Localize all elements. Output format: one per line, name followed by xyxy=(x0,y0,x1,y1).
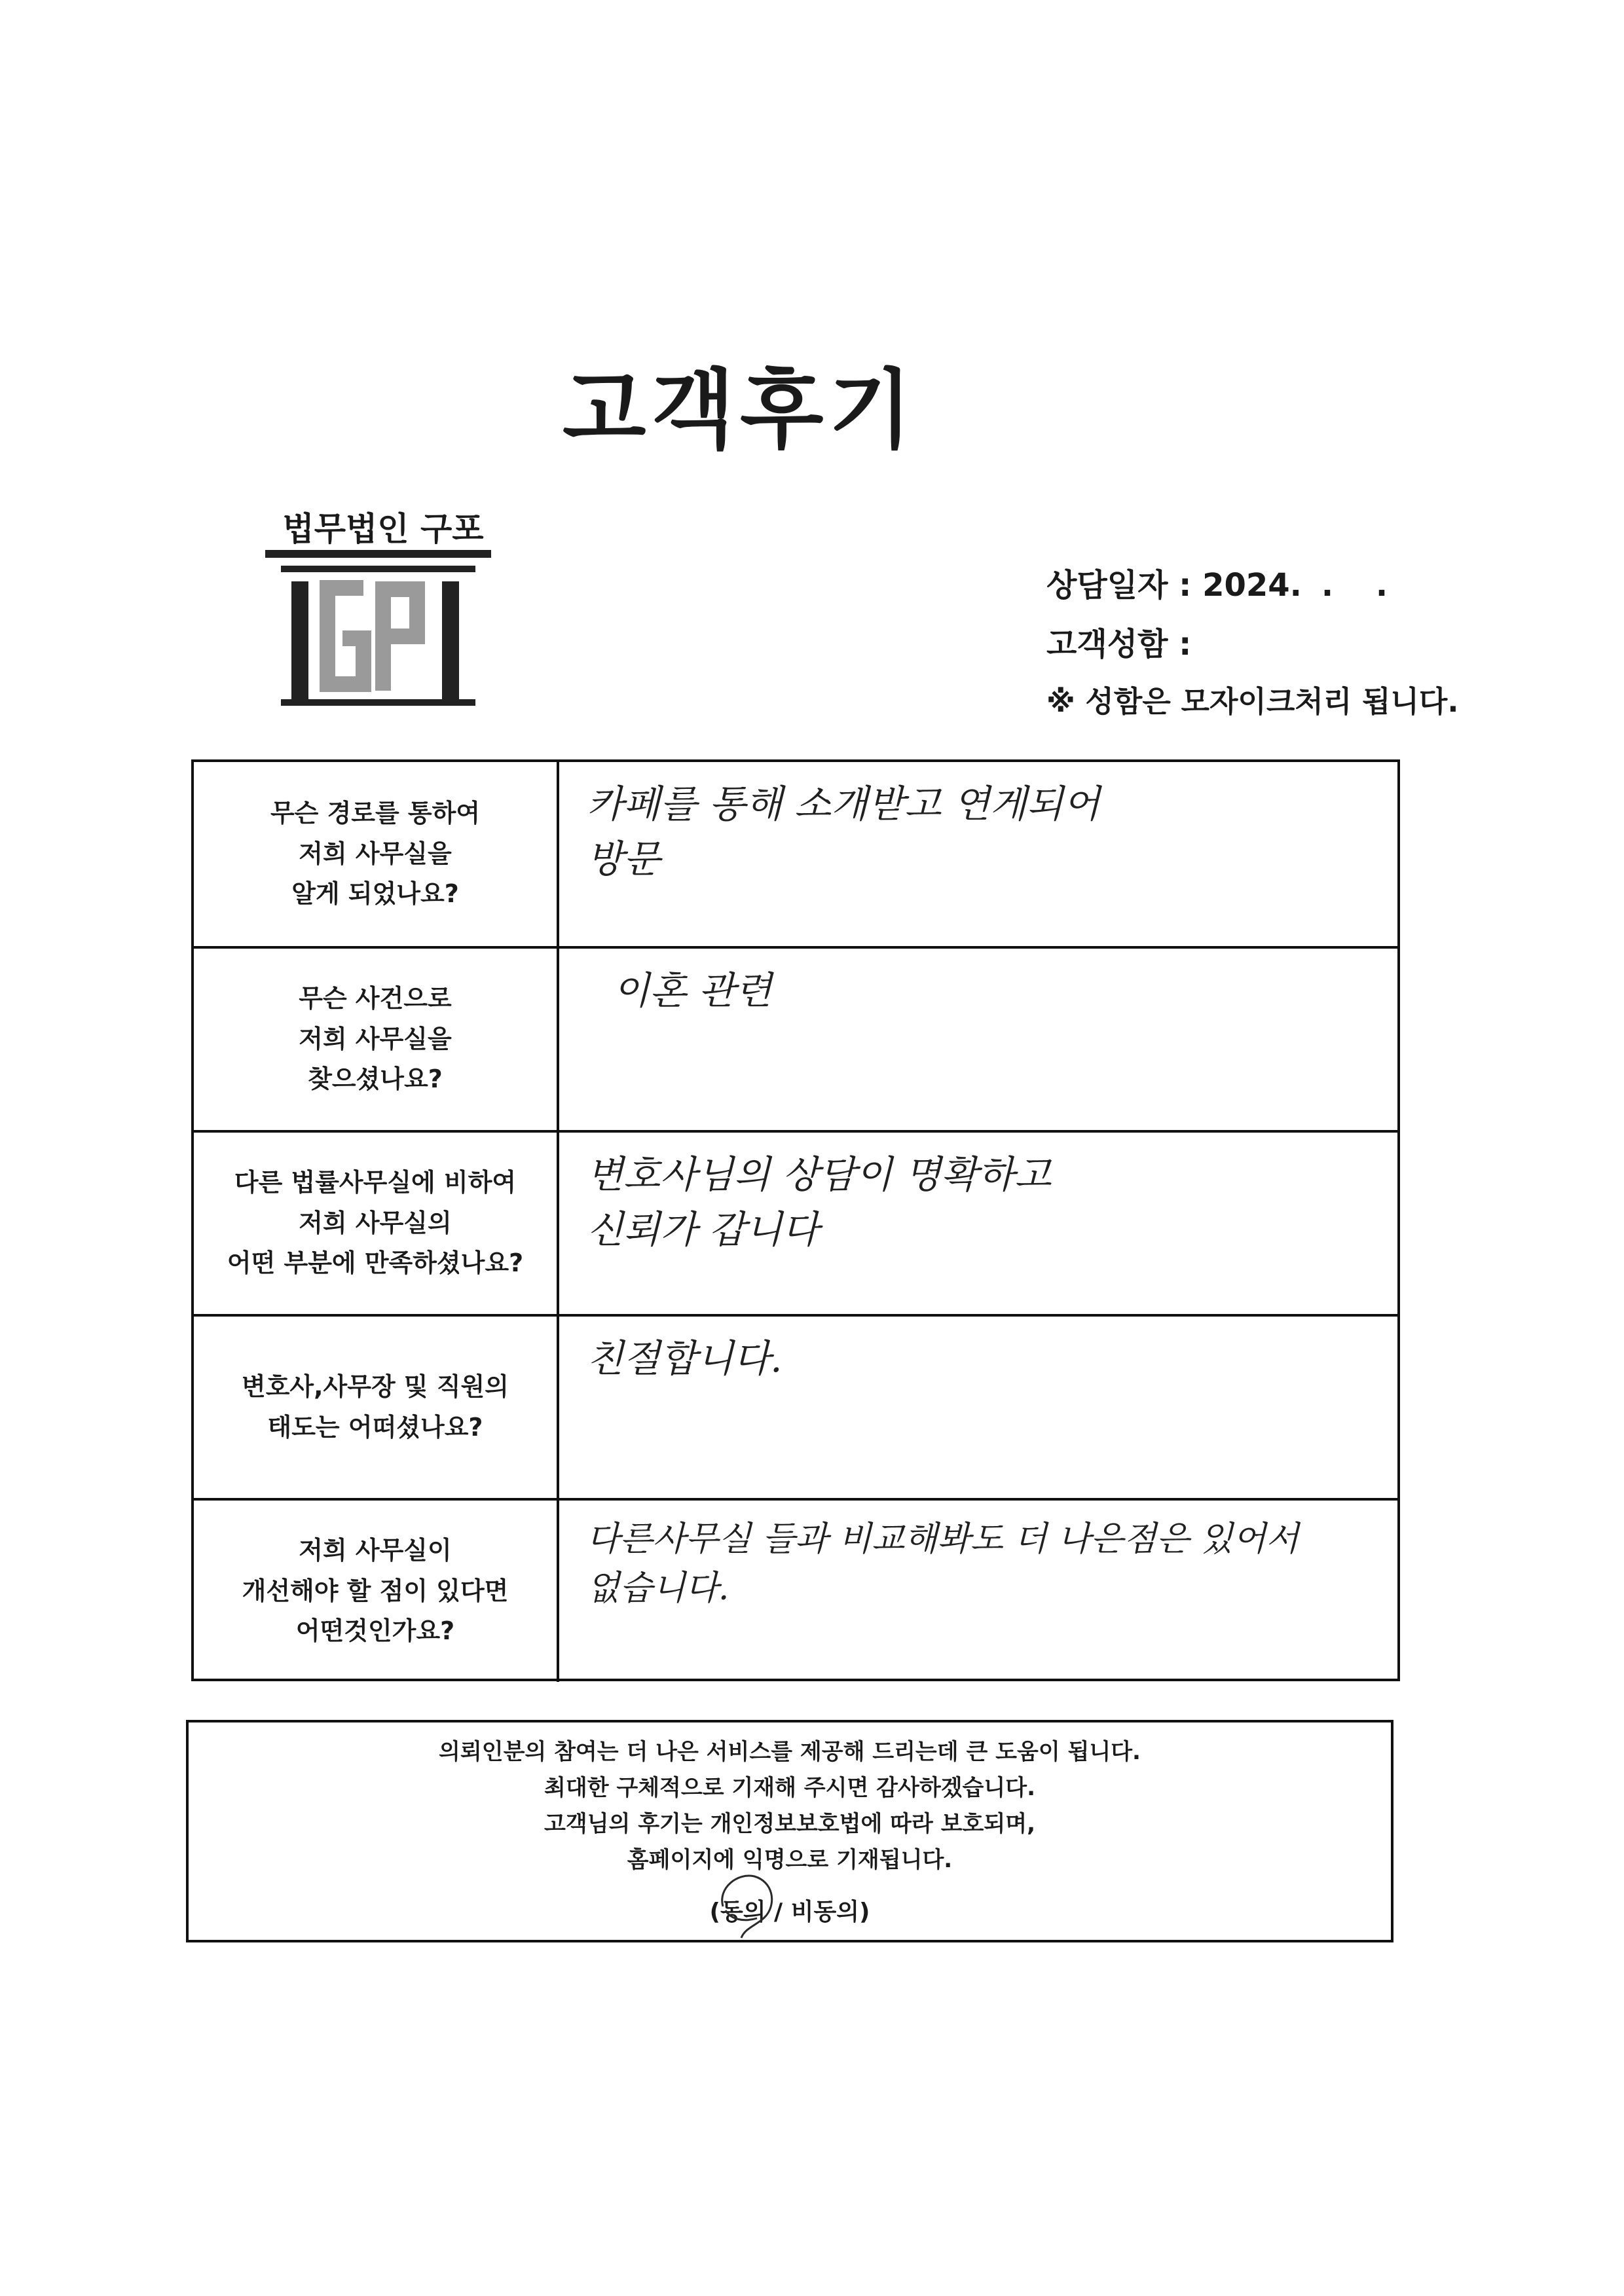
agree-option[interactable] xyxy=(720,1893,766,1927)
consent-choice xyxy=(189,1893,1391,1927)
survey-row xyxy=(194,1498,1397,1682)
disagree-option[interactable]: 비동의 xyxy=(790,1899,860,1925)
survey-row xyxy=(194,946,1397,1130)
consent-separator: / xyxy=(766,1899,791,1925)
question-cell: 저희 사무실이 개선해야 할 점이 있다면 어떤것인가요? xyxy=(194,1501,559,1682)
date-label: 상담일자 : 2024. xyxy=(1046,567,1302,604)
notice-line: 홈페이지에 익명으로 기재됩니다. xyxy=(627,1847,953,1874)
survey-table xyxy=(191,759,1400,1681)
question-cell: 변호사,사무장 및 직원의 태도는 어떠셨나요? xyxy=(194,1317,559,1498)
page-title: 고객후기 xyxy=(562,360,918,461)
question-cell: 무슨 사건으로 저희 사무실을 찾으셨나요? xyxy=(194,949,559,1130)
handwritten-answer: 친절합니다. xyxy=(587,1336,783,1381)
handwritten-answer: 변호사님의 상담이 명확하고 신뢰가 갑니다 xyxy=(587,1152,1052,1252)
notice-line: 의뢰인분의 참여는 더 나은 서비스를 제공해 드리는데 큰 도움이 됩니다. xyxy=(439,1739,1141,1765)
mosaic-note: ※ 성함은 모자이크처리 됩니다. xyxy=(1046,684,1459,719)
customer-name-label: 고객성함 : xyxy=(1046,626,1192,663)
question-cell: 다른 법률사무실에 비하여 저희 사무실의 어떤 부분에 만족하셨나요? xyxy=(194,1133,559,1314)
consent-close: ) xyxy=(859,1899,870,1925)
date-dots: . . xyxy=(1321,567,1404,604)
survey-row xyxy=(194,1314,1397,1498)
consultation-date xyxy=(1046,560,1403,605)
survey-row xyxy=(194,1130,1397,1314)
agree-label: 동의 xyxy=(720,1899,766,1925)
privacy-notice xyxy=(186,1720,1393,1942)
notice-line: 최대한 구체적으로 기재해 주시면 감사하겠습니다. xyxy=(544,1775,1035,1802)
notice-line: 고객님의 후기는 개인정보보호법에 따라 보호되며, xyxy=(544,1811,1035,1838)
survey-row xyxy=(194,762,1397,946)
handwritten-answer: 다른사무실 들과 비교해봐도 더 나은점은 있어서 없습니다. xyxy=(587,1520,1299,1609)
consent-open: ( xyxy=(709,1899,720,1925)
question-cell: 무슨 경로를 통하여 저희 사무실을 알게 되었나요? xyxy=(194,762,559,946)
handwritten-answer: 카페를 통해 소개받고 연게되어 방문 xyxy=(587,782,1100,882)
handwritten-answer: 이혼 관련 xyxy=(613,968,772,1013)
firm-logo xyxy=(265,550,491,707)
firm-name: 법무법인 구포 xyxy=(282,510,484,548)
